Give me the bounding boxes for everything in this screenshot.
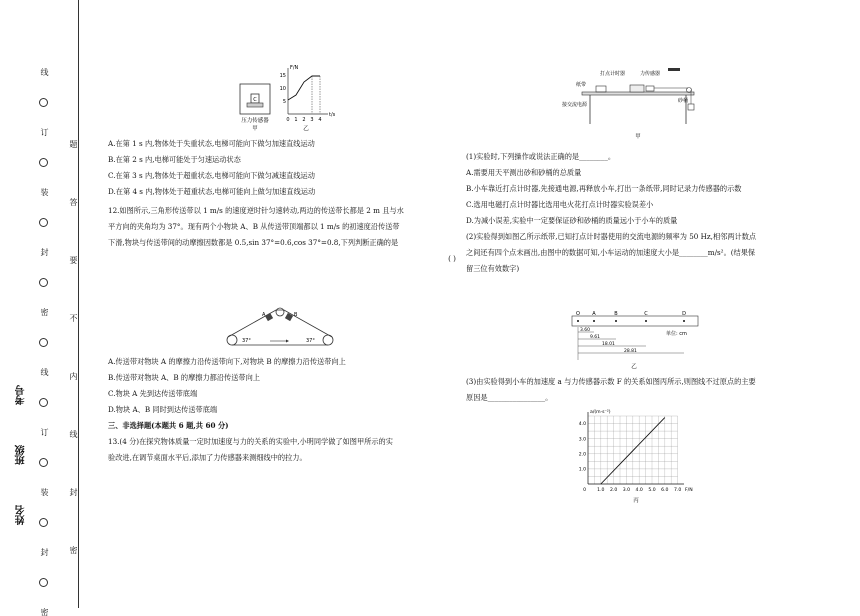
binding-warning-char: 封 bbox=[69, 488, 78, 496]
q13-tape-figure bbox=[566, 310, 706, 372]
q11-option-a: A.在第 1 s 内,物体处于失重状态,电梯可能向下做匀加速直线运动 bbox=[108, 139, 315, 148]
binding-hole bbox=[39, 218, 48, 227]
q13-a-f-chart bbox=[570, 404, 700, 504]
binding-hole bbox=[39, 338, 48, 347]
binding-cut-char: 订 bbox=[40, 128, 49, 136]
x-tick-label: 7.0 bbox=[673, 488, 682, 493]
pressure-sensor bbox=[247, 103, 263, 107]
q12-stem-3: 下滑,物块与传送带间的动摩擦因数都是 0.5,sin 37°=0.6,cos 37°=0.8,下列判断正确的是 bbox=[108, 238, 399, 247]
x-tick: 3 bbox=[310, 117, 314, 123]
binding-line bbox=[78, 0, 79, 608]
student-class-label: 班级 bbox=[16, 445, 27, 465]
x-tick-label: 3.0 bbox=[622, 488, 631, 493]
sensor-label: 压力传感器 bbox=[241, 118, 269, 124]
label-b: B bbox=[614, 311, 618, 317]
binding-cut-char: 装 bbox=[40, 188, 49, 196]
q13-part1: (1)实验时,下列操作或说法正确的是________。 bbox=[466, 152, 616, 161]
label-b: B bbox=[294, 312, 298, 318]
x-tick: 0 bbox=[286, 117, 290, 123]
belt-upper bbox=[228, 310, 332, 337]
binding-cut-char: 封 bbox=[40, 248, 49, 256]
binding-cut-char: 订 bbox=[40, 428, 49, 436]
q11-option-d: D.在第 4 s 内,物体处于超重状态,电梯可能向上做匀加速直线运动 bbox=[108, 187, 316, 196]
binding-warning-char: 答 bbox=[69, 198, 78, 206]
label-sensor: 力传感器 bbox=[640, 71, 661, 77]
binding-warning-char: 内 bbox=[69, 372, 78, 380]
q12-stem-2: 平方向的夹角均为 37°。现有两个小物块 A、B 从传送带顶端都以 1 m/s 的初速度沿传送带 bbox=[108, 222, 400, 231]
force-sensor bbox=[646, 86, 654, 91]
x-tick-label: 2.0 bbox=[609, 488, 618, 493]
table-top bbox=[582, 92, 694, 95]
section-heading: 三、非选择题(本题共 6 题,共 60 分) bbox=[108, 421, 229, 430]
binding-hole bbox=[39, 158, 48, 167]
fig-caption-jia: 甲 bbox=[635, 134, 641, 140]
fig-caption-yi: 乙 bbox=[631, 364, 637, 370]
left-column-q11 bbox=[108, 138, 468, 269]
label-o: O bbox=[576, 311, 580, 317]
binding-hole bbox=[39, 98, 48, 107]
cart bbox=[630, 85, 644, 92]
x-tick-label: 4.0 bbox=[635, 488, 643, 493]
y-tick-label: 3.0 bbox=[578, 437, 586, 443]
q11-option-b: B.在第 2 s 内,电梯可能处于匀速运动状态 bbox=[108, 155, 241, 164]
point-a bbox=[593, 320, 595, 322]
angle-left: 37° bbox=[242, 338, 251, 344]
label-c: C bbox=[644, 311, 648, 317]
binding-warning-char: 线 bbox=[69, 430, 78, 438]
ceiling-mount bbox=[668, 68, 680, 71]
q13-stem-2: 验改进,在调节桌面水平后,添加了力传感器来测细线中的拉力。 bbox=[108, 453, 307, 462]
fig-caption-right: 乙 bbox=[303, 126, 309, 132]
tape-unit: 单位: cm bbox=[666, 331, 687, 337]
q13-part1-d: D.为减小误差,实验中一定要保证砂和砂桶的质量远小于小车的质量 bbox=[466, 216, 678, 225]
binding-warning-char: 题 bbox=[69, 140, 78, 148]
label-a: A bbox=[262, 312, 266, 318]
fig-caption-left: 甲 bbox=[252, 126, 258, 132]
binding-warning-char: 密 bbox=[69, 546, 78, 554]
fig-caption-bing: 丙 bbox=[633, 498, 639, 504]
y-tick-label: 1.0 bbox=[578, 467, 586, 473]
x-tick: 1 bbox=[294, 117, 298, 123]
point-b bbox=[615, 320, 617, 322]
q12-option-d: D.物块 A、B 同时到达传送带底端 bbox=[108, 405, 218, 414]
q12-option-b: B.传送带对物块 A、B 的摩擦力都沿传送带向上 bbox=[108, 373, 260, 382]
y-axis-label: a/(m·s⁻²) bbox=[590, 410, 611, 415]
pulley-top bbox=[276, 308, 284, 316]
x-tick-label: 1.0 bbox=[597, 488, 605, 493]
timer bbox=[596, 86, 606, 92]
dim-oc-label: 18.01 bbox=[602, 342, 615, 347]
q12-option-a: A.传送带对物块 A 的摩擦力沿传送带向下,对物块 B 的摩擦力沿传送带向上 bbox=[108, 357, 346, 366]
binding-cut-char: 线 bbox=[40, 68, 49, 76]
answer-bracket: ( ) bbox=[448, 254, 456, 263]
left-column-q12 bbox=[108, 356, 468, 468]
q13-part1-c: C.选用电磁打点计时器比选用电火花打点计时器实验误差小 bbox=[466, 200, 654, 209]
binding-hole bbox=[39, 458, 48, 467]
angle-right: 37° bbox=[306, 338, 315, 344]
y-tick-label: 2.0 bbox=[578, 452, 586, 458]
right-column-part1 bbox=[466, 151, 846, 279]
y-tick: 5 bbox=[282, 99, 286, 105]
q13-stem-1: 13.(4 分)在探究物体质量一定时加速度与力的关系的实验中,小明同学做了如图甲所示的实 bbox=[108, 437, 393, 446]
binding-hole bbox=[39, 278, 48, 287]
q13-part1-a: A.需要用天平测出砂和砂桶的总质量 bbox=[466, 168, 582, 177]
point-o bbox=[577, 320, 579, 322]
q13-apparatus-figure bbox=[560, 62, 710, 140]
block-a bbox=[265, 313, 273, 321]
dim-oa-label: 3.60 bbox=[580, 328, 591, 333]
binding-cut-char: 封 bbox=[40, 548, 49, 556]
binding-margin bbox=[0, 0, 92, 616]
x-axis-label: F/N bbox=[685, 488, 693, 493]
q11-option-c: C.在第 3 s 内,物体处于超重状态,电梯可能向下做匀减速直线运动 bbox=[108, 171, 315, 180]
label-tape: 纸带 bbox=[576, 82, 587, 88]
point-d bbox=[683, 320, 685, 322]
q13-part2-3: 留三位有效数字) bbox=[466, 264, 520, 273]
label-d: D bbox=[682, 311, 686, 317]
x-tick: 2 bbox=[302, 117, 306, 123]
binding-cut-char: 线 bbox=[40, 368, 49, 376]
q12-figure bbox=[220, 306, 340, 350]
y-tick: 15 bbox=[279, 73, 286, 79]
label-power: 接交流电源 bbox=[562, 102, 588, 108]
q11-figure bbox=[230, 62, 350, 134]
binding-cut-char: 密 bbox=[40, 608, 49, 616]
binding-warning-char: 要 bbox=[69, 256, 78, 264]
q12-option-c: C.物块 A 先到达传送带底端 bbox=[108, 389, 198, 398]
x-tick-label: 5.0 bbox=[648, 488, 656, 493]
binding-warning-char: 不 bbox=[69, 314, 78, 322]
binding-cut-char: 装 bbox=[40, 488, 49, 496]
y-axis-label: F/N bbox=[290, 65, 299, 71]
q13-part2-2: 之间还有四个点未画出,由图中的数据可知,小车运动的加速度大小是________m/s²。(结果保 bbox=[466, 248, 756, 257]
q13-part3-2: 原因是________________。 bbox=[466, 393, 553, 402]
x-tick-label: 6.0 bbox=[661, 488, 669, 493]
dim-od-label: 28.81 bbox=[624, 349, 637, 354]
binding-hole bbox=[39, 518, 48, 527]
arrow-head bbox=[286, 340, 289, 343]
q13-part3-1: (3)由实验得到小车的加速度 a 与力传感器示数 F 的关系如图丙所示,则图线不过原点的主要 bbox=[466, 377, 756, 386]
binding-hole bbox=[39, 398, 48, 407]
y-tick: 10 bbox=[279, 86, 286, 92]
q13-part1-b: B.小车靠近打点计时器,先接通电源,再释放小车,打出一条纸带,同时记录力传感器的示数 bbox=[466, 184, 742, 193]
paper-tape bbox=[572, 316, 698, 326]
binding-hole bbox=[39, 578, 48, 587]
label-a: A bbox=[592, 311, 596, 317]
sand-bucket bbox=[688, 104, 694, 110]
dim-ob-label: 9.61 bbox=[590, 335, 601, 340]
origin-label: 0 bbox=[583, 488, 586, 493]
point-c bbox=[645, 320, 647, 322]
q12-stem-1: 12.如图所示,三角形传送带以 1 m/s 的速度逆时针匀速转动,两边的传送带长都是 2 m 且与水 bbox=[108, 206, 404, 215]
binding-cut-char: 密 bbox=[40, 308, 49, 316]
student-name-label: 姓名 bbox=[16, 505, 27, 525]
force-curve bbox=[288, 76, 320, 100]
student-id-label: 考号 bbox=[16, 385, 27, 405]
x-tick: 4 bbox=[318, 117, 322, 123]
block-label: C bbox=[253, 97, 257, 103]
q13-part2-1: (2)实验得到如图乙所示纸带,已知打点计时器使用的交流电源的频率为 50 Hz,相邻两计数点 bbox=[466, 232, 757, 241]
y-tick-label: 4.0 bbox=[578, 422, 586, 428]
label-timer: 打点计时器 bbox=[600, 71, 626, 77]
x-axis-label: t/s bbox=[329, 112, 336, 118]
label-bucket: 砂桶 bbox=[678, 98, 689, 104]
